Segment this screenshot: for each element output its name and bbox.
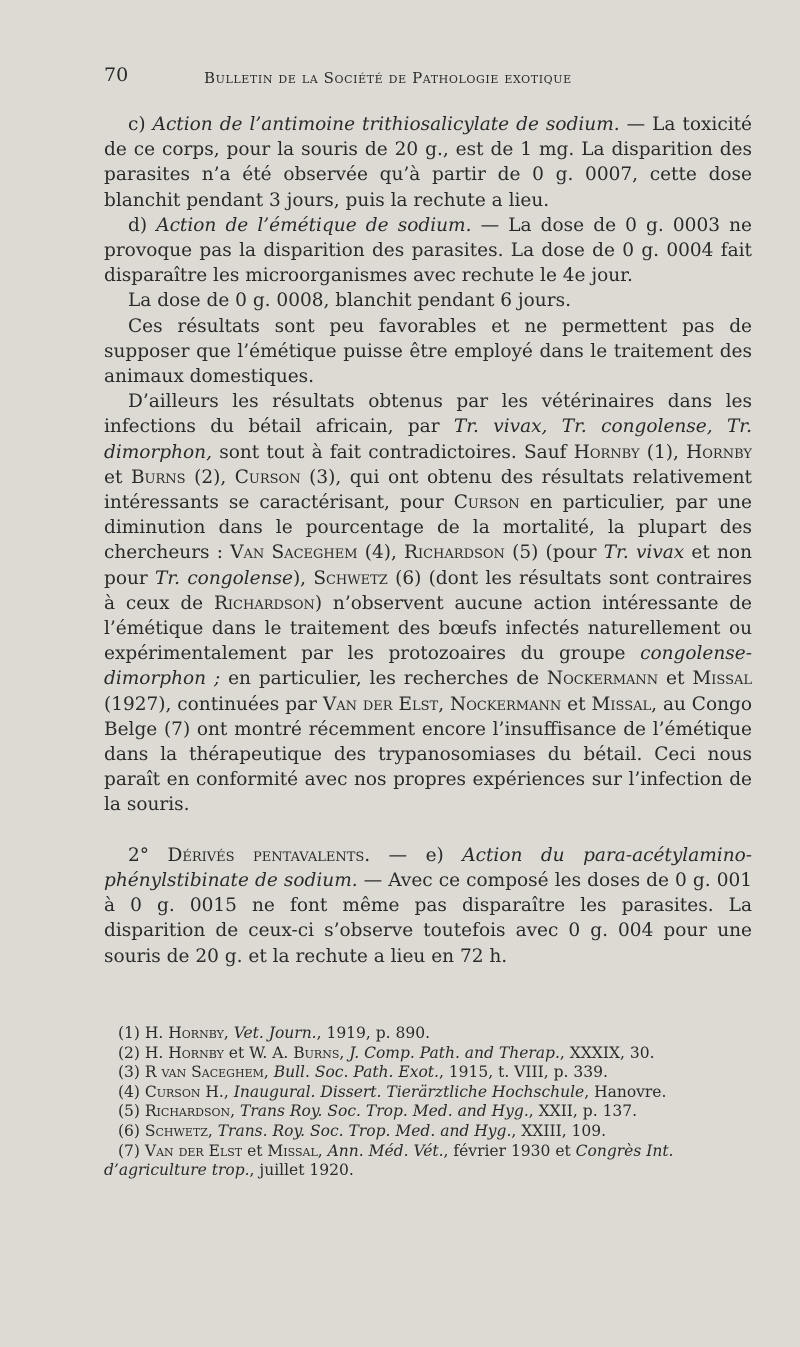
text-run: et <box>104 466 131 488</box>
italic-text: Ann. Méd. Vét. <box>327 1141 444 1160</box>
footnote <box>104 1044 752 1064</box>
text-run: (3), qui ont obtenu des résultats relativement intéressants se caractérisant, pour <box>104 466 752 514</box>
author-name: Richardson <box>404 542 505 564</box>
text-run: La dose de 0 g. 0008, blanchit pendant 6 jours. <box>128 290 571 312</box>
text-run: et non pour <box>104 542 752 589</box>
author-name: Missal <box>267 1141 318 1160</box>
author-name: Van der Elst <box>322 693 439 715</box>
author-name: Schwetz <box>313 567 388 589</box>
italic-text: J. Comp. Path. and Therap. <box>349 1043 560 1062</box>
author-name: Van der Elst <box>144 1141 243 1160</box>
text-run: , février 1930 et <box>443 1141 576 1160</box>
footnote <box>104 1024 752 1044</box>
author-name: Burns <box>130 466 186 488</box>
text-run: , <box>207 1121 218 1140</box>
text-run: , <box>438 693 451 715</box>
author-name: Missal <box>591 693 652 715</box>
text-run: , <box>230 1102 240 1121</box>
body-text <box>104 112 752 969</box>
text-run: c) <box>128 114 153 135</box>
text-run: ) n’observent aucune action intéressante de l’émétique dans le traitement des bœufs infectés naturellement ou expérimentalement par les protozoaires du groupe <box>104 592 753 665</box>
text-run: ), <box>292 567 314 589</box>
text-run: (4) <box>118 1082 145 1101</box>
text-run: (4), <box>357 542 405 564</box>
italic-text: Tr. vivax <box>603 542 685 564</box>
text-run: — La toxicité de ce corps, pour la souris de 20 g., est de 1 mg. La disparition des parasites n’a été observée qu’à partir de 0 g. 0007, cette dose blanchit pendant 3 jours, puis la rechute a lieu. <box>104 114 752 211</box>
text-run: , XXXIX, 30. <box>559 1043 655 1062</box>
text-run: (2), <box>185 466 235 488</box>
author-name: Hornby <box>168 1024 224 1042</box>
italic-text: Inaugural. Dissert. Tierärztliche Hochschule <box>233 1082 585 1101</box>
footnote <box>104 1122 752 1142</box>
text-run: , juillet 1920. <box>249 1161 354 1180</box>
text-run: 2° <box>128 844 168 866</box>
text-run: , XXII, p. 137. <box>528 1102 638 1121</box>
italic-text: Vet. Journ. <box>233 1024 317 1042</box>
paragraph <box>104 389 752 817</box>
italic-text: Congrès Int. d’agriculture trop. <box>104 1141 674 1180</box>
text-run: et <box>242 1141 268 1160</box>
text-run: (5) (pour <box>504 542 604 564</box>
author-name: Hornby <box>686 441 752 463</box>
text-run: , 1919, p. 890. <box>316 1024 431 1042</box>
text-run: en particulier, par une diminution dans le pourcentage de la mortalité, la plupart des chercheurs : <box>104 492 752 564</box>
page-header <box>104 64 664 92</box>
text-run: (5) <box>118 1102 145 1121</box>
text-run: D’ailleurs les résultats obtenus par les vétérinaires dans les infections du bétail africain, par <box>104 391 752 438</box>
text-run: et W. A. <box>223 1043 294 1062</box>
text-run: , <box>223 1024 234 1042</box>
paragraph <box>104 213 752 289</box>
footnote <box>104 1083 752 1103</box>
footnote <box>104 1142 752 1181</box>
text-run: (1927), continuées par <box>104 693 323 715</box>
paragraph <box>104 314 752 390</box>
running-head: Bulletin de la Société de Pathologie exotique <box>204 69 572 87</box>
text-run: , au Congo Belge (7) ont montré récemment encore l’insuffisance de l’émétique dans la thérapeutique des trypanosomiases du bétail. Ceci nous paraît en conformité avec nos propres expériences sur l’infection de la souris. <box>104 693 752 816</box>
author-name: Nockermann <box>546 668 659 690</box>
text-run: en particulier, les recherches de <box>220 668 547 690</box>
author-name: Curson <box>144 1082 201 1101</box>
text-run: — Avec ce composé les doses de 0 g. 001 à 0 g. 0015 ne font même pas disparaître les parasites. La disparition de ceux-ci s’observe toutefois avec 0 g. 004 pour une souris de 20 g. et la rechute a lieu en 72 h. <box>104 869 753 967</box>
page-number: 70 <box>104 64 129 86</box>
text-run: et <box>658 668 693 690</box>
text-run: (7) <box>118 1141 145 1160</box>
text-run: (6) (dont les résultats sont contraires à ceux de <box>104 567 752 614</box>
text-run: , <box>339 1043 350 1062</box>
author-name: Nockermann <box>450 693 562 715</box>
text-run: , XXIII, 109. <box>511 1121 607 1140</box>
paragraph <box>104 843 752 969</box>
italic-text: congolense-dimorphon ; <box>104 643 752 690</box>
text-run: (1), <box>639 441 687 463</box>
author-name: Curson <box>234 466 301 488</box>
italic-text: Action de l’émétique de sodium. <box>156 214 472 236</box>
author-name: Missal <box>692 668 752 690</box>
italic-text: Trans Roy. Soc. Trop. Med. and Hyg. <box>240 1102 529 1121</box>
author-name: van Saceghem <box>161 1063 264 1082</box>
author-name: Dérivés pentavalents. <box>167 844 371 866</box>
italic-text: Tr. congolense <box>155 567 293 589</box>
author-name: Schwetz <box>144 1121 208 1140</box>
text-run: , <box>263 1063 274 1082</box>
text-run: sont tout à fait contradictoires. Sauf <box>211 441 574 463</box>
footnote <box>104 1102 752 1122</box>
paragraph <box>104 288 752 313</box>
footnote <box>104 1063 752 1083</box>
paragraph <box>104 112 752 213</box>
author-name: Hornby <box>168 1043 224 1062</box>
text-run: d) <box>128 214 157 236</box>
text-run: (6) <box>118 1121 145 1140</box>
author-name: Van Saceghem <box>230 542 358 564</box>
text-run: et <box>561 693 592 715</box>
footnotes <box>104 1024 752 1181</box>
author-name: Richardson <box>213 592 315 614</box>
italic-text: Action du para-acétylamino-phénylstibinate de sodium. <box>104 844 753 891</box>
author-name: Burns <box>293 1043 340 1062</box>
italic-text: Trans. Roy. Soc. Trop. Med. and Hyg. <box>217 1121 512 1140</box>
text-run: (3) R <box>118 1063 162 1082</box>
text-run: (1) H. <box>118 1024 169 1042</box>
author-name: Curson <box>453 492 520 514</box>
text-run: H., <box>200 1082 234 1101</box>
text-run: — La dose de 0 g. 0003 ne provoque pas la disparition des parasites. La dose de 0 g. 0004 fait disparaître les microorganismes avec rechute le 4e jour. <box>104 214 752 287</box>
author-name: Richardson <box>144 1102 231 1121</box>
author-name: Hornby <box>573 441 640 463</box>
text-run: (2) H. <box>118 1043 169 1062</box>
text-run: — e) <box>370 844 463 866</box>
text-run: Ces résultats sont peu favorables et ne permettent pas de supposer que l’émétique puisse être employé dans le traitement des animaux domestiques. <box>104 315 752 388</box>
italic-text: Bull. Soc. Path. Exot. <box>273 1063 439 1082</box>
text-run: , Hanovre. <box>584 1082 667 1101</box>
italic-text: Action de l’antimoine trithiosalicylate de sodium. <box>152 114 620 135</box>
text-run: , <box>317 1141 328 1160</box>
text-run: , 1915, t. VIII, p. 339. <box>438 1063 608 1082</box>
italic-text: Tr. vivax, Tr. congolense, Tr. dimorphon, <box>104 416 752 463</box>
